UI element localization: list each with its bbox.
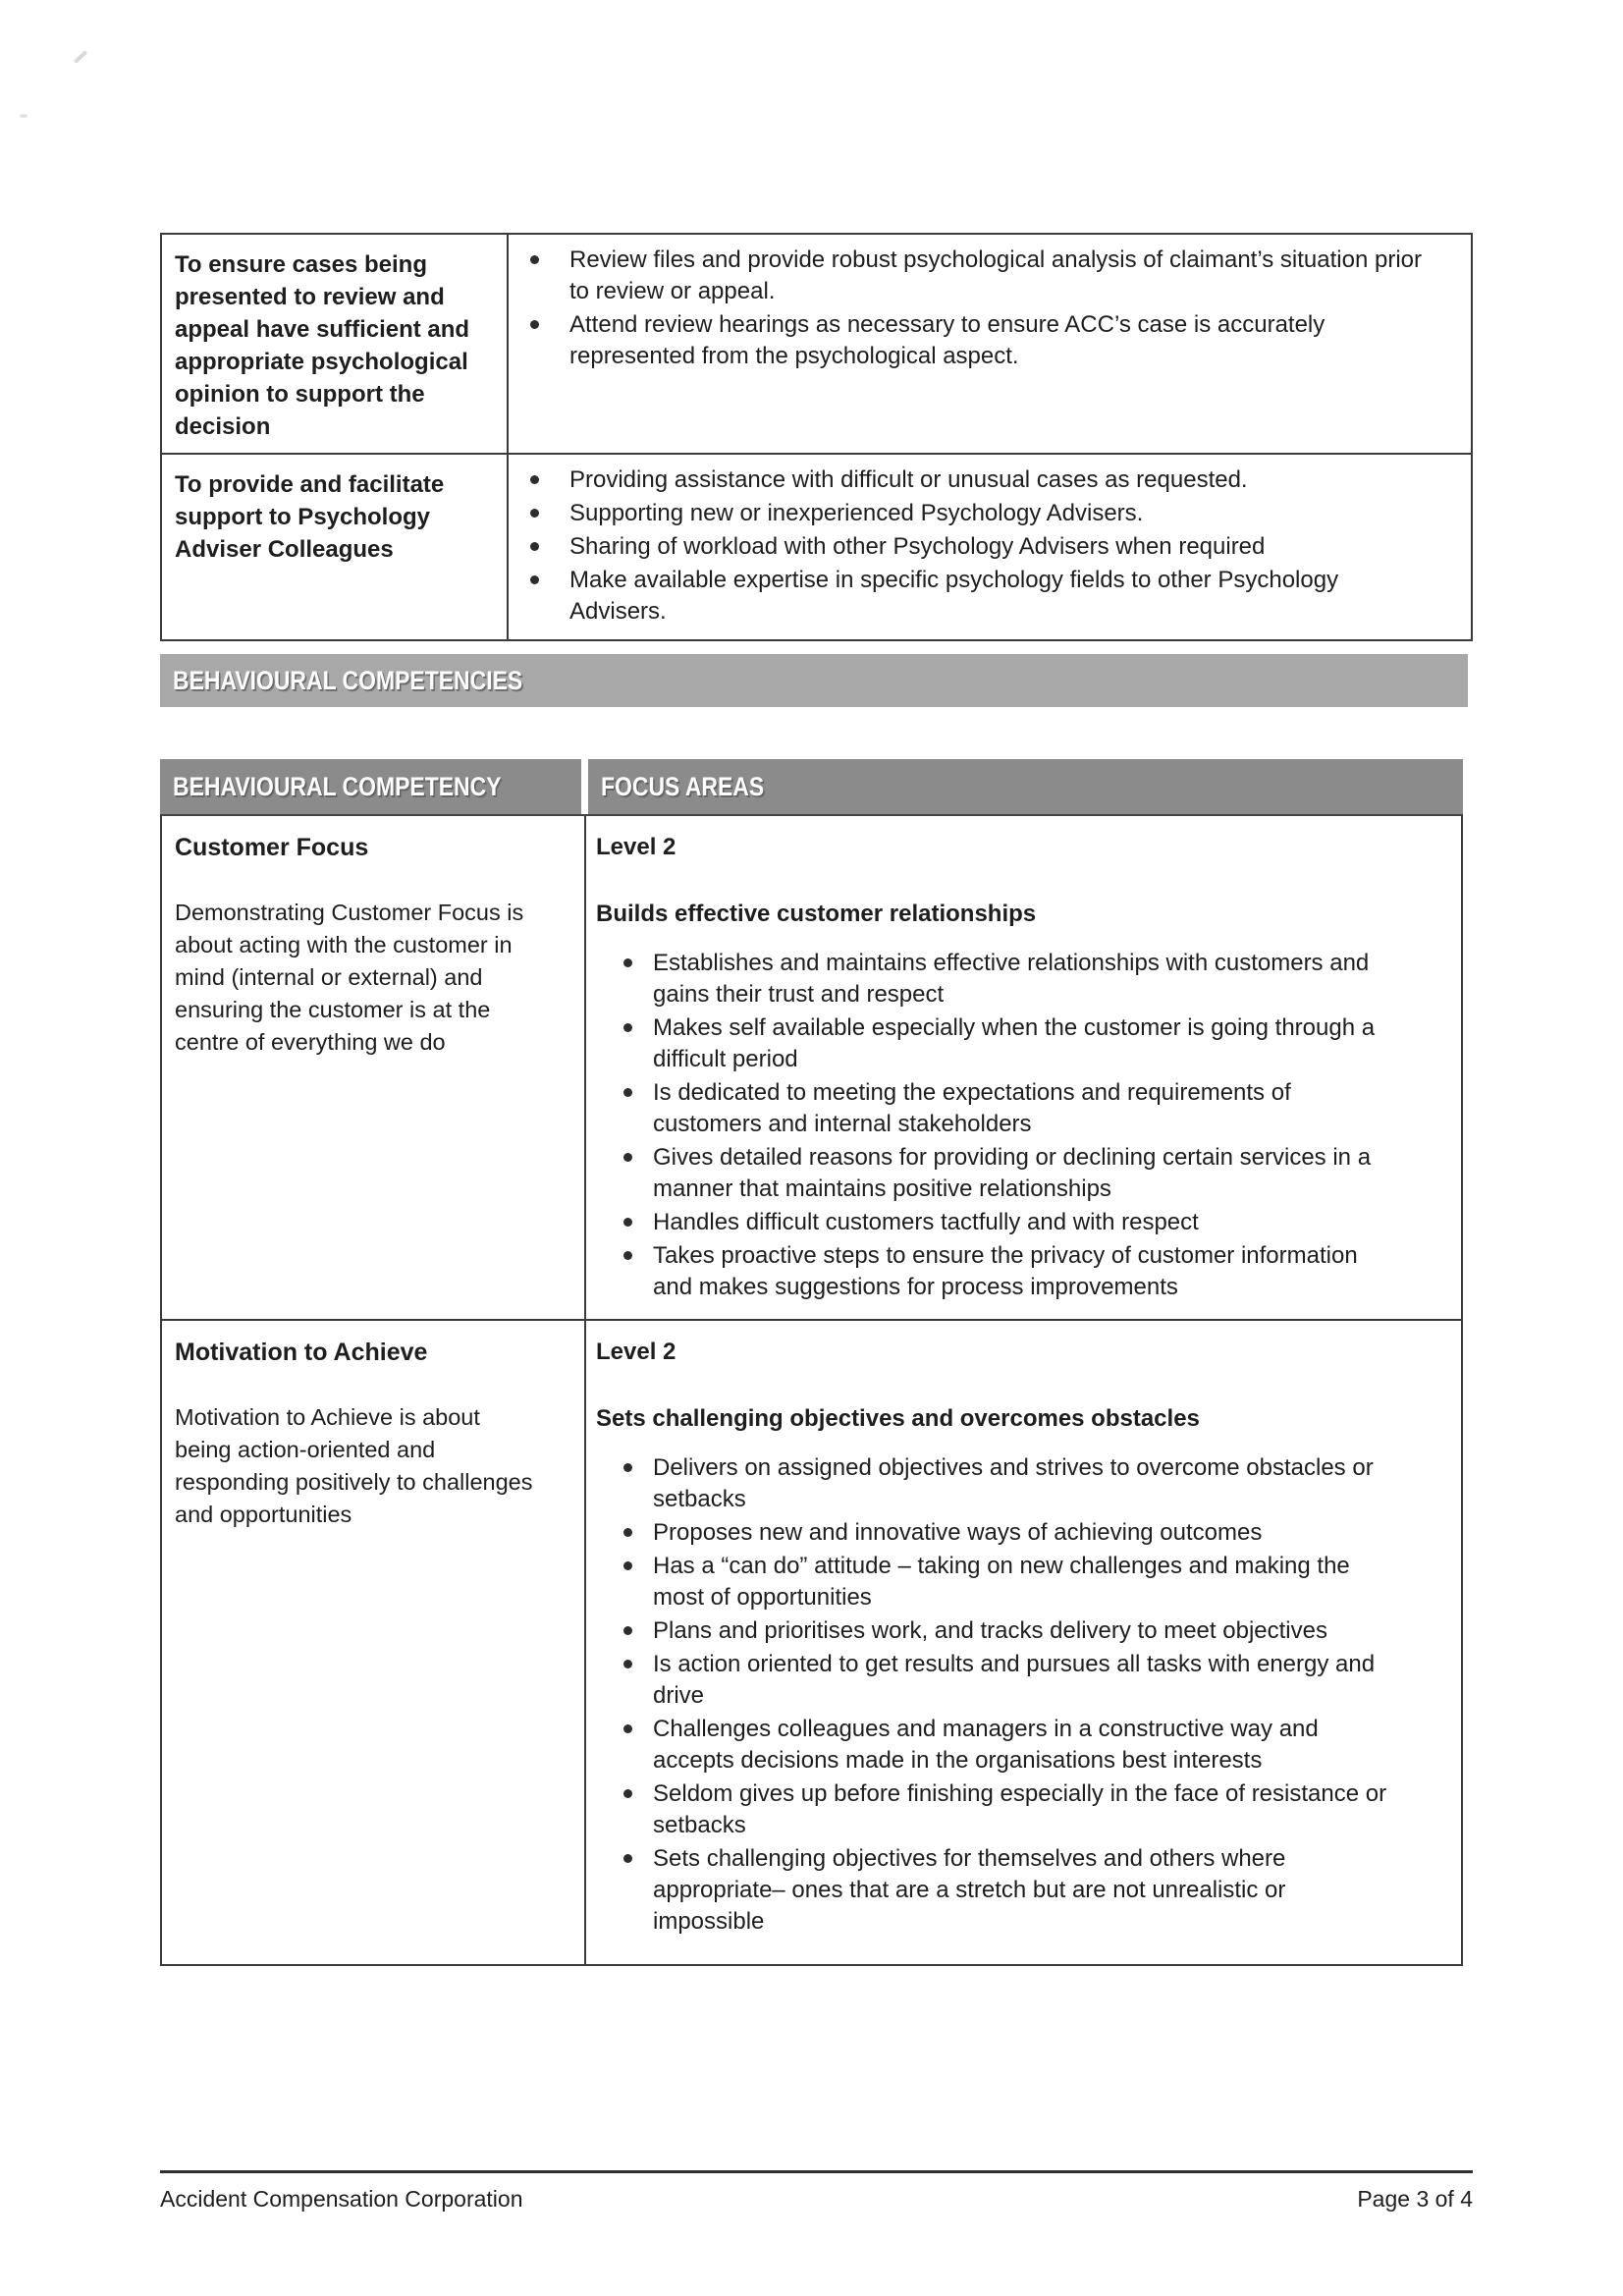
competency-cell [162,816,586,1319]
competency-description: Motivation to Achieve is about being action-oriented and responding positively to challenges and opportunities [175,1404,533,1527]
key-tasks-table [160,233,1473,641]
task-bullet-list [509,245,1435,372]
bullet-item: Takes proactive steps to ensure the privacy of customer information and makes suggestions for process improvements [596,1240,1422,1303]
table-row [162,816,1461,1319]
scan-artifact-dot [20,114,27,118]
header-cell-behavioural-competency [160,759,581,814]
bullet-item: Is action oriented to get results and pursues all tasks with energy and drive [596,1649,1422,1712]
focus-heading: Builds effective customer relationships [596,901,1037,927]
bullet-item: Has a “can do” attitude – taking on new challenges and making the most of opportunities [596,1551,1422,1613]
bullet-item: Handles difficult customers tactfully and with respect [596,1207,1422,1238]
bullet-item: Sets challenging objectives for themselves and others where appropriate– ones that are a stretch but are not unrealistic or impossible [596,1843,1422,1938]
task-bullet-list [509,465,1435,628]
table-header-row [160,759,1463,814]
footer-organisation: Accident Compensation Corporation [160,2186,523,2212]
behavioural-competency-table [160,759,1463,1966]
bullet-item: Supporting new or inexperienced Psychology Advisers. [509,498,1435,529]
bullet-item: Delivers on assigned objectives and strives to overcome obstacles or setbacks [596,1452,1422,1515]
focus-bullet-list [596,948,1422,1303]
table-row [162,1319,1461,1964]
footer-page-number: Page 3 of 4 [1357,2186,1473,2212]
bullet-item: Providing assistance with difficult or unusual cases as requested. [509,465,1435,496]
header-label: BEHAVIOURAL COMPETENCY [173,771,502,801]
bullet-item: Challenges colleagues and managers in a constructive way and accepts decisions made in the organisations best interests [596,1714,1422,1777]
section-banner [160,654,1468,707]
bullet-item: Makes self available especially when the customer is going through a difficult period [596,1012,1422,1075]
task-objective-cell [162,455,509,639]
focus-heading: Sets challenging objectives and overcomes obstacles [596,1405,1200,1432]
task-detail-cell [509,455,1471,639]
footer-divider [160,2170,1473,2173]
bullet-item: Make available expertise in specific psychology fields to other Psychology Advisers. [509,565,1435,628]
header-cell-focus-areas [588,759,1463,814]
bullet-item: Sharing of workload with other Psychology Advisers when required [509,531,1435,563]
section-banner-title: BEHAVIOURAL COMPETENCIES [173,665,523,695]
level-label: Level 2 [596,834,676,860]
competency-description: Demonstrating Customer Focus is about acting with the customer in mind (internal or external) and ensuring the customer is at the centre of everything we do [175,900,524,1055]
bullet-item: Plans and prioritises work, and tracks delivery to meet objectives [596,1615,1422,1647]
bullet-item: Attend review hearings as necessary to ensure ACC’s case is accurately represented from the psychological aspect. [509,309,1435,372]
task-objective-cell [162,235,509,453]
header-label: FOCUS AREAS [601,771,765,801]
focus-bullet-list [596,1452,1422,1938]
bullet-item: Is dedicated to meeting the expectations and requirements of customers and internal stakeholders [596,1077,1422,1140]
task-objective-text: To provide and facilitate support to Psychology Adviser Colleagues [175,471,445,563]
competency-cell [162,1321,586,1964]
task-objective-text: To ensure cases being presented to review and appeal have sufficient and appropriate psychological opinion to support the decision [175,251,470,440]
focus-areas-cell [586,1321,1461,1964]
table-row [162,235,1471,453]
bullet-item: Review files and provide robust psychological analysis of claimant’s situation prior to review or appeal. [509,245,1435,307]
bullet-item: Establishes and maintains effective relationships with customers and gains their trust and respect [596,948,1422,1011]
bullet-item: Gives detailed reasons for providing or declining certain services in a manner that maintains positive relationships [596,1142,1422,1205]
competency-name: Customer Focus [175,834,369,861]
bullet-item: Proposes new and innovative ways of achieving outcomes [596,1517,1422,1549]
table-body [160,814,1463,1966]
level-label: Level 2 [596,1339,676,1365]
table-row [162,453,1471,639]
focus-areas-cell [586,816,1461,1319]
page-footer [160,2186,1473,2213]
competency-name: Motivation to Achieve [175,1339,428,1366]
task-detail-cell [509,235,1471,453]
scan-artifact-mark [74,50,88,64]
header-cell-divider [581,759,588,814]
bullet-item: Seldom gives up before finishing especially in the face of resistance or setbacks [596,1778,1422,1841]
